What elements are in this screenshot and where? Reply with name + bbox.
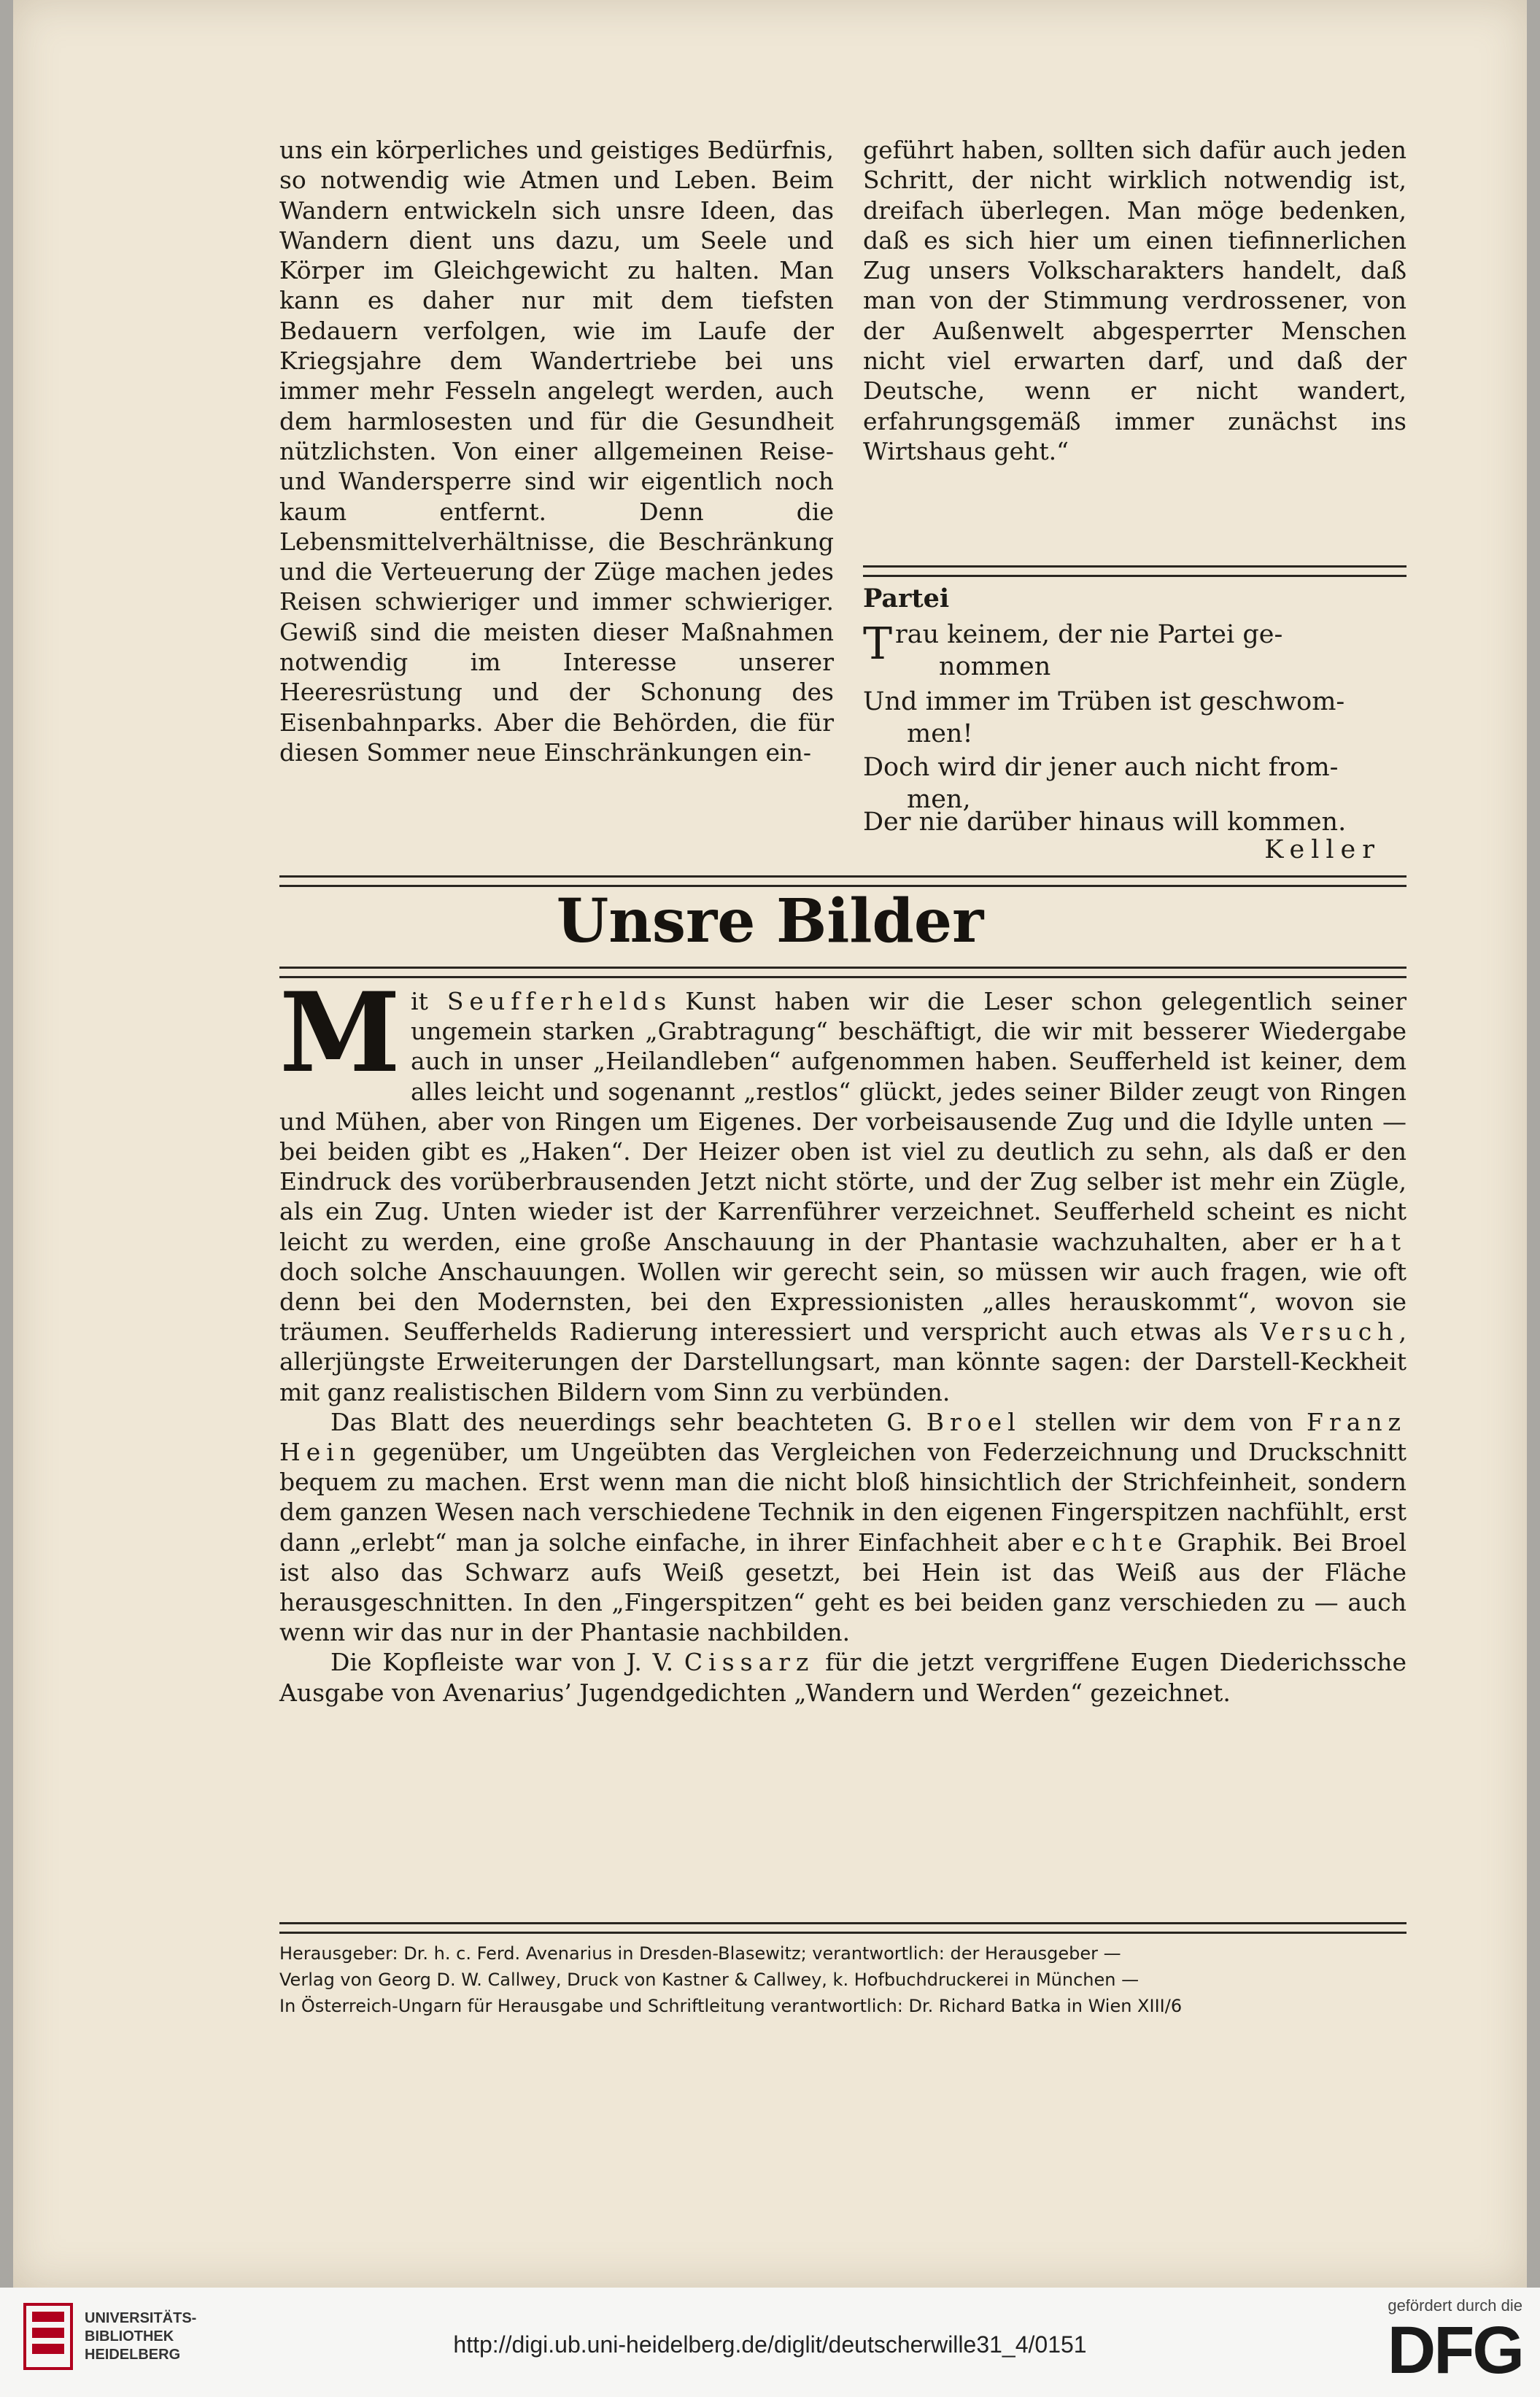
article-dropcap: M: [279, 969, 401, 1097]
text-column-right: [863, 135, 1406, 466]
poem-line-2b: men!: [907, 719, 973, 748]
poem-line-1b: nommen: [939, 652, 1051, 681]
p1-versuch: Versuch: [1260, 1317, 1399, 1347]
imprint-footer: [279, 1940, 1406, 2019]
library-name-line-3: HEIDELBERG: [85, 2346, 181, 2363]
p2-echte: echte: [1072, 1527, 1169, 1557]
scanned-page: [13, 0, 1527, 2288]
double-rule-footer: [279, 1922, 1406, 1934]
poem-line-3a: Doch wird dir jener auch nicht from-: [863, 753, 1339, 782]
poem-title: Partei: [863, 584, 950, 613]
poem-line-2: [863, 686, 1406, 750]
p2-c: gegenüber, um Ungeübten das Vergleichen von Federzeichnung und Druckschnitt bequem zu machen. Erst wenn man die nicht bloß hinsichtlich der Strichfeinheit, sondern dem ganzen Wesen nach verschiedene Technik in den eigenen Fingerspitzen nachfühlt, erst dann „erlebt“ man ja solche einfache, in ihrer Einfachheit aber: [279, 1438, 1406, 1557]
p2-a: Das Blatt des neuerdings sehr beachteten G.: [330, 1407, 926, 1436]
p1-hat: hat: [1349, 1227, 1406, 1256]
p2-hein: Franz Hein: [279, 1407, 1407, 1467]
poem-author: Keller: [1264, 835, 1381, 864]
p3-a: Die Kopfleiste war von J. V.: [330, 1648, 684, 1677]
dfg-logo[interactable]: [1387, 2296, 1522, 2388]
library-name-line-2: BIBLIOTHEK: [85, 2328, 174, 2344]
p1-c: , allerjüngste Erweiterungen der Darstellungsart, man könnte sagen: der Darstell-Keckheit mit ganz realistischen Bildern vom Sinn zu verbünden.: [279, 1317, 1406, 1406]
library-name-line-1: UNIVERSITÄTS-: [85, 2309, 197, 2326]
section-title: Unsre Bilder: [556, 886, 984, 956]
article-body: [279, 969, 1407, 1708]
p2-broel: Broel: [926, 1407, 1021, 1436]
poem-line-4: Der nie darüber hinaus will kommen.: [863, 808, 1347, 837]
p1-b: doch solche Anschauungen. Wollen wir gerecht sein, so müssen wir auch fragen, wie oft denn bei den Modernsten, bei den Expressionisten „alles herauskommt“, wovon sie träumen. Seufferhelds Radierung interessiert und verspricht auch etwas als: [279, 1257, 1406, 1347]
poem-dropcap: T: [863, 619, 893, 670]
poem-line-1a: rau keinem, der nie Partei ge-: [895, 620, 1283, 649]
p1-start: it: [411, 987, 447, 1015]
poem-line-3b: men,: [907, 785, 971, 814]
p2-b: stellen wir dem von: [1021, 1407, 1307, 1436]
imprint-line-1: Herausgeber: Dr. h. c. Ferd. Avenarius in Dresden-Blasewitz; verantwortlich: der Herausgeber —: [279, 1943, 1121, 1964]
article-paragraph-2: [279, 1407, 1406, 1648]
imprint-line-3: In Österreich-Ungarn für Herausgabe und Schriftleitung verantwortlich: Dr. Richard Batka in Wien XIII/6: [279, 1996, 1183, 2016]
column-left-text: uns ein körperliches und geistiges Bedürfnis, so notwendig wie Atmen und Leben. Beim Wandern entwickeln sich unsre Ideen, das Wandern dient uns dazu, um Seele und Körper im Gleichgewicht zu halten. Man kann es daher nur mit dem tiefsten Bedauern verfolgen, wie im Laufe der Kriegsjahre dem Wandertriebe bei uns immer mehr Fesseln angelegt werden, auch dem harmlosesten und für die Gesundheit nützlichsten. Von einer allgemeinen Reise- und Wandersperre sind wir eigentlich noch kaum entfernt. Denn die Lebensmittelverhältnisse, die Beschränkung und die Verteuerung der Züge machen jedes Reisen schwieriger und immer schwieriger. Gewiß sind die meisten dieser Maßnahmen notwendig im Interesse unserer Heeresrüstung und der Schonung des Eisenbahnparks. Aber die Behörden, die für diesen Sommer neue Einschränkungen ein-: [279, 136, 834, 767]
poem-line-1: [863, 619, 1406, 683]
double-rule-poem-top: [863, 565, 1406, 577]
p3-b: für die jetzt vergriffene Eugen Diederichssche Ausgabe von Avenarius’ Jugendgedichten „Wandern und Werden“ gezeichnet.: [279, 1648, 1406, 1707]
p1-name: Seufferheld: [446, 987, 654, 1015]
funded-by-text: gefördert durch die: [1388, 2296, 1522, 2315]
article-paragraph-1: [279, 969, 1406, 1407]
p3-cissarz: Cissarz: [684, 1648, 815, 1677]
dfg-wordmark: DFG: [1387, 2313, 1522, 2388]
article-paragraph-3: [279, 1647, 1406, 1707]
p1-a: s Kunst haben wir die Leser schon gelegentlich seiner ungemein starken „Grabtragung“ beschäftigt, die wir mit besserer Wiedergabe auch in unser „Heilandleben“ aufgenommen haben. Seufferheld ist keiner, dem alles leicht und sogenannt „restlos“ glückt, jedes seiner Bilder zeugt von Ringen und Mühen, aber von Ringen um Eigenes. Der vorbeisausende Zug und die Idylle unten — bei beiden gibt es „Haken“. Der Heizer oben ist viel zu deutlich zu sehn, als daß er den Eindruck des vorüberbrausenden Jetzt nicht störte, und der Zug selber ist mehr ein Zügle, als ein Zug. Unten wieder ist der Karrenführer verzeichnet. Seufferheld scheint es nicht leicht zu werden, eine große Anschauung in der Phantasie wachzuhalten, aber er: [279, 987, 1406, 1256]
double-rule-section-top: [279, 875, 1406, 887]
text-column-left: [279, 135, 834, 767]
permalink-url[interactable]: http://digi.ub.uni-heidelberg.de/diglit/deutscherwille31_4/0151: [453, 2331, 1087, 2358]
double-rule-section-bottom: [279, 967, 1406, 978]
p2-d: Graphik. Bei Broel ist also das Schwarz aufs Weiß gesetzt, bei Hein ist das Weiß aus der Fläche herausgeschnitten. In den „Fingerspitzen“ geht es bei beiden ganz verschieden zu — auch wenn wir das nur in der Phantasie nachbilden.: [279, 1527, 1406, 1647]
poem-line-2a: Und immer im Trüben ist geschwom-: [863, 687, 1345, 716]
column-right-text: geführt haben, sollten sich dafür auch jeden Schritt, der nicht wirklich notwendig ist, dreifach überlegen. Man möge bedenken, daß es sich hier um einen tiefinnerlichen Zug unsers Volkscharakters handelt, daß man von der Stimmung verdrossener, von der Außenwelt abgesperrter Menschen nicht viel erwarten darf, und daß der Deutsche, wenn er nicht wandert, erfahrungsgemäß immer zunächst ins Wirtshaus geht.“: [863, 136, 1406, 465]
imprint-line-2: Verlag von Georg D. W. Callwey, Druck von Kastner & Callwey, k. Hofbuchdruckerei in München —: [279, 1970, 1139, 1990]
